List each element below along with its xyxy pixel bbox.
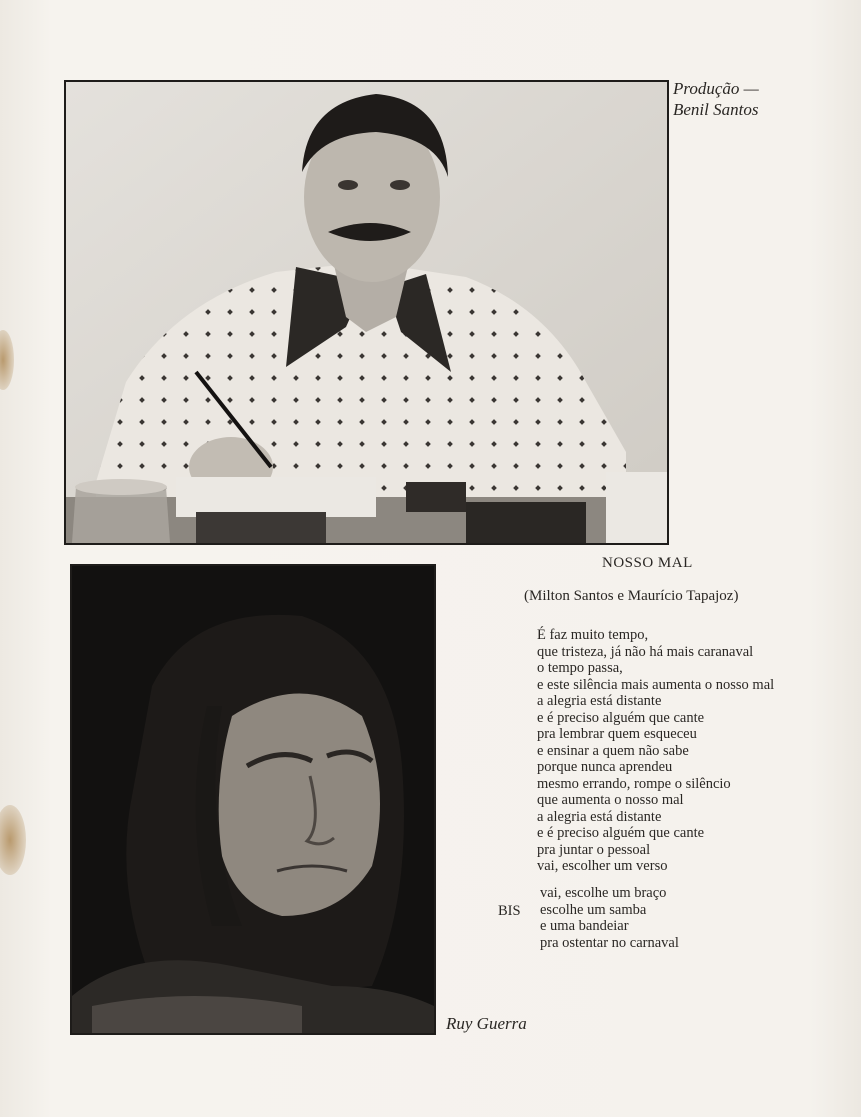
verse-1 <box>537 627 774 875</box>
lyric-line: e é preciso alguém que cante <box>537 709 705 726</box>
producer-credit-role: Produção — <box>673 79 759 98</box>
lyric-line: pra juntar o pessoal <box>537 841 651 858</box>
paper-stain <box>0 805 26 875</box>
producer-photo <box>64 80 669 545</box>
lyric-line: a alegria está distante <box>537 693 662 709</box>
song-authors: (Milton Santos e Maurício Tapajoz) <box>524 588 739 604</box>
lyric-line: pra ostentar no carnaval <box>540 934 679 951</box>
lyric-line: a alegria está distante <box>537 808 662 825</box>
lyric-line: escolhe um samba <box>540 901 647 918</box>
verse-2 <box>540 885 679 951</box>
ruy-guerra-caption: Ruy Guerra <box>446 1014 527 1033</box>
lyric-line: e este silência mais aumenta o nosso mal <box>537 676 775 693</box>
lyric-line: É faz muito tempo, <box>537 627 649 643</box>
lyric-line: e uma bandeiar <box>540 918 629 934</box>
lyric-line: que tristeza, já não há mais caranaval <box>537 643 754 660</box>
lyric-line: e ensinar a quem não sabe <box>537 742 689 759</box>
lyric-line: vai, escolhe um braço <box>540 885 667 901</box>
lyric-line: e é preciso alguém que cante <box>537 825 705 841</box>
lyric-line: vai, escolher um verso <box>537 858 668 874</box>
ruy-guerra-photo-image <box>72 566 434 1033</box>
producer-photo-image <box>66 82 667 543</box>
bis-marker: BIS <box>498 903 521 919</box>
lyric-line: o tempo passa, <box>537 660 623 676</box>
song-title: NOSSO MAL <box>602 555 693 571</box>
paper-stain <box>0 330 14 390</box>
producer-credit <box>673 78 793 120</box>
lyric-line: porque nunca aprendeu <box>537 759 673 775</box>
lyric-line: que aumenta o nosso mal <box>537 792 684 808</box>
producer-credit-name: Benil Santos <box>673 100 759 119</box>
lyric-line: mesmo errando, rompe o silêncio <box>537 775 731 792</box>
lyric-line: pra lembrar quem esqueceu <box>537 726 697 742</box>
ruy-guerra-photo <box>70 564 436 1035</box>
